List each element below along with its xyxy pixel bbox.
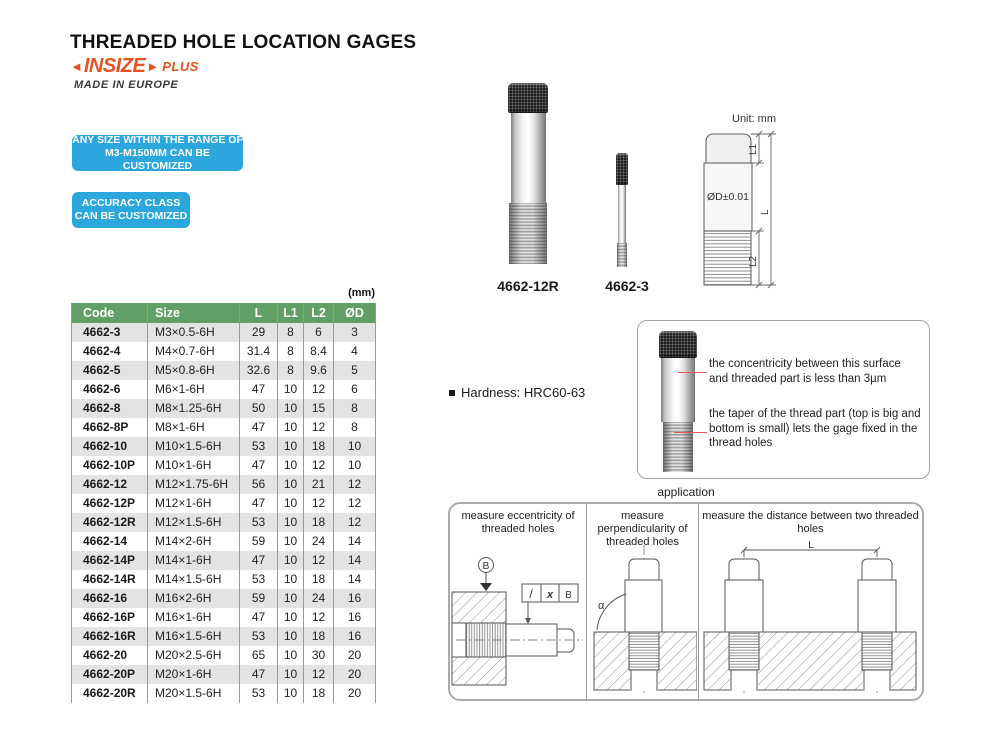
table-row bbox=[72, 399, 376, 418]
table-row bbox=[72, 627, 376, 646]
column-header: L bbox=[240, 303, 278, 323]
code-cell: 4662-10P bbox=[72, 456, 148, 475]
code-cell: 4662-16 bbox=[72, 589, 148, 608]
value-cell: M14×2-6H bbox=[148, 532, 240, 551]
value-cell: 10 bbox=[278, 380, 304, 399]
datum-triangle bbox=[480, 583, 492, 591]
leader-line-taper bbox=[674, 432, 707, 433]
taper-note: the taper of the thread part (top is big and bottom is small) lets the gage fixed in the thread holes bbox=[709, 408, 921, 449]
code-cell: 4662-20 bbox=[72, 646, 148, 665]
gage-thread bbox=[617, 243, 627, 267]
table-row bbox=[72, 532, 376, 551]
dimension-diagram bbox=[690, 100, 800, 300]
table-row bbox=[72, 456, 376, 475]
table-row bbox=[72, 361, 376, 380]
value-cell: 12 bbox=[304, 418, 334, 437]
application-panel-perpendicularity bbox=[587, 504, 699, 699]
table-unit-note: (mm) bbox=[348, 287, 375, 299]
value-cell: 10 bbox=[278, 665, 304, 684]
code-cell: 4662-12P bbox=[72, 494, 148, 513]
value-cell: 47 bbox=[240, 665, 278, 684]
right-arrow-icon: ► bbox=[146, 58, 160, 74]
value-cell: 10 bbox=[278, 589, 304, 608]
gage-body bbox=[511, 113, 546, 203]
value-cell: M10×1-6H bbox=[148, 456, 240, 475]
value-cell: 21 bbox=[304, 475, 334, 494]
value-cell: 47 bbox=[240, 418, 278, 437]
value-cell: M20×2.5-6H bbox=[148, 646, 240, 665]
brand-subtitle: MADE IN EUROPE bbox=[74, 79, 179, 91]
value-cell: 12 bbox=[304, 494, 334, 513]
value-cell: 9.6 bbox=[304, 361, 334, 380]
value-cell: 14 bbox=[334, 551, 376, 570]
table-row bbox=[72, 608, 376, 627]
value-cell: 6 bbox=[304, 323, 334, 342]
diagram-cap bbox=[706, 134, 751, 163]
value-cell: 15 bbox=[304, 399, 334, 418]
value-cell: 8 bbox=[278, 323, 304, 342]
brand-logo bbox=[70, 56, 199, 91]
table-header-row bbox=[72, 303, 376, 323]
value-cell: 16 bbox=[334, 589, 376, 608]
value-cell: 12 bbox=[304, 665, 334, 684]
accuracy-badge bbox=[72, 192, 190, 228]
value-cell: 47 bbox=[240, 551, 278, 570]
code-cell: 4662-20R bbox=[72, 684, 148, 703]
l-label: L bbox=[760, 209, 771, 215]
code-cell: 4662-8 bbox=[72, 399, 148, 418]
value-cell: 12 bbox=[304, 456, 334, 475]
value-cell: M8×1.25-6H bbox=[148, 399, 240, 418]
table-row bbox=[72, 684, 376, 703]
value-cell: 8 bbox=[278, 361, 304, 380]
gage-right bbox=[858, 558, 896, 693]
callout-gage-photo bbox=[658, 331, 698, 472]
value-cell: 47 bbox=[240, 456, 278, 475]
column-header: ØD bbox=[334, 303, 376, 323]
panel-caption: measure the distance between two threaded holes bbox=[702, 510, 919, 535]
fcf-symbol: / bbox=[529, 587, 533, 601]
hardness-text: Hardness: HRC60-63 bbox=[461, 385, 586, 400]
table-row bbox=[72, 551, 376, 570]
value-cell: 10 bbox=[278, 437, 304, 456]
table-row bbox=[72, 589, 376, 608]
value-cell: M12×1-6H bbox=[148, 494, 240, 513]
value-cell: 10 bbox=[334, 456, 376, 475]
value-cell: 53 bbox=[240, 513, 278, 532]
knurled-cap bbox=[659, 331, 697, 358]
column-header: L1 bbox=[278, 303, 304, 323]
value-cell: M14×1-6H bbox=[148, 551, 240, 570]
value-cell: M16×2-6H bbox=[148, 589, 240, 608]
perpendicularity-diagram bbox=[587, 540, 697, 698]
table-row bbox=[72, 513, 376, 532]
fcf-datum: B bbox=[565, 590, 572, 601]
table-row bbox=[72, 418, 376, 437]
value-cell: 10 bbox=[278, 456, 304, 475]
eccentricity-diagram bbox=[450, 540, 585, 698]
table-row bbox=[72, 665, 376, 684]
code-cell: 4662-12R bbox=[72, 513, 148, 532]
leader-line-concentricity bbox=[678, 372, 707, 373]
brand-name: INSIZE bbox=[83, 55, 146, 77]
application-box bbox=[448, 502, 924, 701]
unit-note: Unit: mm bbox=[732, 113, 776, 125]
value-cell: 24 bbox=[304, 589, 334, 608]
table-row bbox=[72, 570, 376, 589]
distance-diagram bbox=[699, 540, 921, 698]
value-cell: M20×1.5-6H bbox=[148, 684, 240, 703]
product-label-large: 4662-12R bbox=[497, 278, 559, 294]
value-cell: 47 bbox=[240, 608, 278, 627]
value-cell: M5×0.8-6H bbox=[148, 361, 240, 380]
value-cell: 31.4 bbox=[240, 342, 278, 361]
value-cell: M12×1.5-6H bbox=[148, 513, 240, 532]
value-cell: M4×0.7-6H bbox=[148, 342, 240, 361]
badge-line: ACCURACY CLASS bbox=[81, 197, 181, 209]
spec-table bbox=[71, 303, 376, 703]
angle-label: α bbox=[598, 600, 605, 612]
value-cell: 8.4 bbox=[304, 342, 334, 361]
column-header: Size bbox=[148, 303, 240, 323]
l1-label: L1 bbox=[748, 143, 759, 155]
diagram-thread bbox=[704, 231, 751, 285]
value-cell: 24 bbox=[304, 532, 334, 551]
thread-in-hole bbox=[629, 632, 659, 670]
square-bullet-icon bbox=[449, 390, 455, 396]
value-cell: 4 bbox=[334, 342, 376, 361]
feature-control-frame bbox=[522, 584, 578, 602]
value-cell: 12 bbox=[304, 380, 334, 399]
gage-body bbox=[618, 185, 626, 243]
value-cell: 16 bbox=[334, 608, 376, 627]
value-cell: 32.6 bbox=[240, 361, 278, 380]
value-cell: 59 bbox=[240, 532, 278, 551]
value-cell: 3 bbox=[334, 323, 376, 342]
distance-label: L bbox=[808, 540, 814, 551]
value-cell: 12 bbox=[304, 608, 334, 627]
value-cell: M3×0.5-6H bbox=[148, 323, 240, 342]
panel-caption: measure eccentricity of threaded holes bbox=[461, 510, 575, 535]
column-header: L2 bbox=[304, 303, 334, 323]
value-cell: 16 bbox=[334, 627, 376, 646]
diameter-label: ØD±0.01 bbox=[707, 191, 749, 203]
gage-left bbox=[725, 558, 763, 693]
badge-line: M3-M150MM CAN BE CUSTOMIZED bbox=[104, 146, 210, 172]
value-cell: 5 bbox=[334, 361, 376, 380]
value-cell: M6×1-6H bbox=[148, 380, 240, 399]
brand-logo-wordmark bbox=[70, 56, 199, 76]
datum-label: B bbox=[482, 561, 490, 572]
product-photo-large bbox=[506, 83, 550, 264]
value-cell: 47 bbox=[240, 494, 278, 513]
leader-arrow bbox=[525, 618, 531, 624]
value-cell: 18 bbox=[304, 684, 334, 703]
knurled-cap bbox=[616, 153, 628, 185]
gage-body bbox=[661, 358, 695, 422]
brand-plus: PLUS bbox=[162, 58, 199, 74]
value-cell: 8 bbox=[334, 418, 376, 437]
value-cell: 10 bbox=[278, 627, 304, 646]
code-cell: 4662-4 bbox=[72, 342, 148, 361]
gage-cap bbox=[629, 559, 659, 580]
value-cell: 12 bbox=[334, 494, 376, 513]
value-cell: 47 bbox=[240, 380, 278, 399]
value-cell: 8 bbox=[278, 342, 304, 361]
value-cell: 10 bbox=[278, 646, 304, 665]
table-row bbox=[72, 494, 376, 513]
value-cell: 10 bbox=[278, 570, 304, 589]
application-panel-eccentricity bbox=[450, 504, 587, 699]
table-row bbox=[72, 342, 376, 361]
value-cell: 10 bbox=[278, 532, 304, 551]
value-cell: M12×1.75-6H bbox=[148, 475, 240, 494]
value-cell: 18 bbox=[304, 570, 334, 589]
value-cell: M20×1-6H bbox=[148, 665, 240, 684]
value-cell: 53 bbox=[240, 627, 278, 646]
value-cell: 59 bbox=[240, 589, 278, 608]
table-row bbox=[72, 475, 376, 494]
value-cell: 14 bbox=[334, 570, 376, 589]
badge-line: CAN BE CUSTOMIZED bbox=[74, 210, 188, 222]
value-cell: 6 bbox=[334, 380, 376, 399]
value-cell: 18 bbox=[304, 513, 334, 532]
feature-callout-box bbox=[637, 320, 930, 479]
code-cell: 4662-3 bbox=[72, 323, 148, 342]
table-row bbox=[72, 646, 376, 665]
value-cell: 12 bbox=[304, 551, 334, 570]
product-label-small: 4662-3 bbox=[605, 278, 649, 294]
value-cell: M14×1.5-6H bbox=[148, 570, 240, 589]
application-panel-distance bbox=[699, 504, 922, 699]
product-photo-small bbox=[615, 153, 629, 267]
page-title: THREADED HOLE LOCATION GAGES bbox=[70, 32, 417, 53]
value-cell: 10 bbox=[278, 608, 304, 627]
value-cell: M10×1.5-6H bbox=[148, 437, 240, 456]
value-cell: 12 bbox=[334, 513, 376, 532]
value-cell: 10 bbox=[334, 437, 376, 456]
value-cell: 10 bbox=[278, 494, 304, 513]
column-header: Code bbox=[72, 303, 148, 323]
table-row bbox=[72, 323, 376, 342]
hardness-note bbox=[449, 385, 585, 400]
code-cell: 4662-16P bbox=[72, 608, 148, 627]
value-cell: 20 bbox=[334, 684, 376, 703]
knurled-cap bbox=[508, 83, 548, 113]
value-cell: 10 bbox=[278, 475, 304, 494]
gage-body bbox=[625, 580, 662, 632]
table-row bbox=[72, 437, 376, 456]
value-cell: 56 bbox=[240, 475, 278, 494]
value-cell: 65 bbox=[240, 646, 278, 665]
value-cell: M16×1.5-6H bbox=[148, 627, 240, 646]
value-cell: 53 bbox=[240, 684, 278, 703]
code-cell: 4662-14 bbox=[72, 532, 148, 551]
value-cell: 29 bbox=[240, 323, 278, 342]
value-cell: 53 bbox=[240, 437, 278, 456]
code-cell: 4662-5 bbox=[72, 361, 148, 380]
gage-thread bbox=[663, 422, 693, 472]
code-cell: 4662-20P bbox=[72, 665, 148, 684]
value-cell: 8 bbox=[334, 399, 376, 418]
l2-label: L2 bbox=[748, 255, 759, 267]
value-cell: 18 bbox=[304, 627, 334, 646]
value-cell: 10 bbox=[278, 684, 304, 703]
table-row bbox=[72, 380, 376, 399]
code-cell: 4662-14P bbox=[72, 551, 148, 570]
panel-caption: measure perpendicularity of threaded holes bbox=[597, 510, 688, 548]
code-cell: 4662-10 bbox=[72, 437, 148, 456]
value-cell: 10 bbox=[278, 418, 304, 437]
value-cell: 14 bbox=[334, 532, 376, 551]
value-cell: 18 bbox=[304, 437, 334, 456]
size-range-badge bbox=[72, 135, 243, 171]
value-cell: 10 bbox=[278, 399, 304, 418]
value-cell: 12 bbox=[334, 475, 376, 494]
application-title: application bbox=[657, 485, 715, 499]
value-cell: 20 bbox=[334, 665, 376, 684]
value-cell: M8×1-6H bbox=[148, 418, 240, 437]
concentricity-note: the concentricity between this surface and threaded part is less than 3µm bbox=[709, 358, 901, 385]
value-cell: 30 bbox=[304, 646, 334, 665]
code-cell: 4662-14R bbox=[72, 570, 148, 589]
value-cell: 53 bbox=[240, 570, 278, 589]
fcf-tolerance: x bbox=[546, 589, 554, 601]
code-cell: 4662-8P bbox=[72, 418, 148, 437]
gage-end bbox=[557, 629, 574, 652]
value-cell: 20 bbox=[334, 646, 376, 665]
code-cell: 4662-12 bbox=[72, 475, 148, 494]
value-cell: M16×1-6H bbox=[148, 608, 240, 627]
left-arrow-icon: ◄ bbox=[70, 58, 83, 74]
value-cell: 10 bbox=[278, 551, 304, 570]
value-cell: 10 bbox=[278, 513, 304, 532]
badge-line: ANY SIZE WITHIN THE RANGE OF bbox=[72, 133, 243, 146]
value-cell: 50 bbox=[240, 399, 278, 418]
code-cell: 4662-6 bbox=[72, 380, 148, 399]
code-cell: 4662-16R bbox=[72, 627, 148, 646]
gage-thread bbox=[509, 203, 547, 264]
